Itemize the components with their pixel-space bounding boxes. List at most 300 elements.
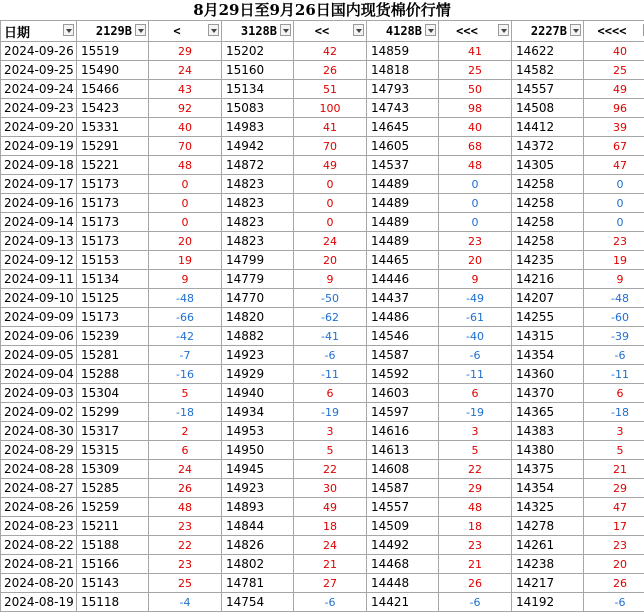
date-cell[interactable]: 2024-09-18	[1, 156, 77, 175]
date-cell[interactable]: 2024-09-02	[1, 403, 77, 422]
change-cell[interactable]: 92	[149, 99, 222, 118]
price-cell[interactable]: 14818	[367, 61, 439, 80]
price-cell[interactable]: 15299	[77, 403, 149, 422]
price-cell[interactable]: 14372	[512, 137, 584, 156]
change-cell[interactable]: -39	[584, 327, 644, 346]
change-cell[interactable]: 0	[149, 213, 222, 232]
table-row	[1, 118, 644, 137]
change-cell[interactable]: 47	[584, 498, 644, 517]
price-cell[interactable]: 14950	[222, 441, 294, 460]
change-cell[interactable]: 42	[294, 42, 367, 61]
date-cell[interactable]: 2024-08-19	[1, 593, 77, 612]
price-cell[interactable]: 14255	[512, 308, 584, 327]
change-cell[interactable]: 48	[439, 498, 512, 517]
price-cell[interactable]: 14823	[222, 232, 294, 251]
price-cell[interactable]: 14383	[512, 422, 584, 441]
date-cell[interactable]: 2024-09-05	[1, 346, 77, 365]
price-cell[interactable]: 14779	[222, 270, 294, 289]
change-cell[interactable]: 23	[149, 517, 222, 536]
column-header-grade-2129b	[77, 21, 149, 42]
change-cell[interactable]: -41	[294, 327, 367, 346]
price-cell[interactable]: 14468	[367, 555, 439, 574]
price-cell[interactable]: 14258	[512, 194, 584, 213]
price-cell[interactable]: 14509	[367, 517, 439, 536]
column-header-grade-4128b	[367, 21, 439, 42]
column-header-label: <<<	[456, 24, 478, 38]
column-header-label: 4128B	[385, 24, 422, 38]
price-cell[interactable]: 15285	[77, 479, 149, 498]
price-cell[interactable]: 14546	[367, 327, 439, 346]
change-cell[interactable]: 24	[149, 61, 222, 80]
change-cell[interactable]: 5	[149, 384, 222, 403]
date-cell[interactable]: 2024-09-25	[1, 61, 77, 80]
price-cell[interactable]: 14622	[512, 42, 584, 61]
change-cell[interactable]: 0	[584, 194, 644, 213]
change-cell[interactable]: 48	[439, 156, 512, 175]
change-cell[interactable]: 9	[294, 270, 367, 289]
change-cell[interactable]: 47	[584, 156, 644, 175]
price-cell[interactable]: 14365	[512, 403, 584, 422]
price-cell[interactable]: 15134	[222, 80, 294, 99]
column-header-label: <	[173, 24, 181, 38]
table-row	[1, 80, 644, 99]
change-cell[interactable]: -48	[584, 289, 644, 308]
price-cell[interactable]: 15134	[77, 270, 149, 289]
price-cell[interactable]: 14587	[367, 479, 439, 498]
price-cell[interactable]: 14258	[512, 213, 584, 232]
change-cell[interactable]: 21	[294, 555, 367, 574]
change-cell[interactable]: 40	[439, 118, 512, 137]
price-cell[interactable]: 14380	[512, 441, 584, 460]
table-row	[1, 555, 644, 574]
date-cell[interactable]: 2024-08-21	[1, 555, 77, 574]
price-cell[interactable]: 15083	[222, 99, 294, 118]
date-cell[interactable]: 2024-09-13	[1, 232, 77, 251]
table-row	[1, 441, 644, 460]
change-cell[interactable]: -11	[439, 365, 512, 384]
change-cell[interactable]: 3	[294, 422, 367, 441]
change-cell[interactable]: -4	[149, 593, 222, 612]
change-cell[interactable]: 49	[294, 156, 367, 175]
price-cell[interactable]: 15153	[77, 251, 149, 270]
price-cell[interactable]: 14465	[367, 251, 439, 270]
price-cell[interactable]: 14489	[367, 175, 439, 194]
change-cell[interactable]: 39	[584, 118, 644, 137]
price-cell[interactable]: 14412	[512, 118, 584, 137]
price-cell[interactable]: 15239	[77, 327, 149, 346]
change-cell[interactable]: -6	[294, 346, 367, 365]
price-cell[interactable]: 14592	[367, 365, 439, 384]
price-cell[interactable]: 15160	[222, 61, 294, 80]
price-cell[interactable]: 14616	[367, 422, 439, 441]
table-row	[1, 384, 644, 403]
date-cell[interactable]: 2024-08-27	[1, 479, 77, 498]
change-cell[interactable]: -18	[584, 403, 644, 422]
price-cell[interactable]: 14770	[222, 289, 294, 308]
price-cell[interactable]: 14278	[512, 517, 584, 536]
date-cell[interactable]: 2024-09-12	[1, 251, 77, 270]
price-cell[interactable]: 14823	[222, 213, 294, 232]
price-cell[interactable]: 15519	[77, 42, 149, 61]
change-cell[interactable]: 0	[439, 213, 512, 232]
price-cell[interactable]: 14446	[367, 270, 439, 289]
change-cell[interactable]: 0	[439, 175, 512, 194]
change-cell[interactable]: -66	[149, 308, 222, 327]
price-cell[interactable]: 14882	[222, 327, 294, 346]
price-cell[interactable]: 14360	[512, 365, 584, 384]
price-cell[interactable]: 15173	[77, 308, 149, 327]
change-cell[interactable]: 40	[584, 42, 644, 61]
price-cell[interactable]: 14557	[367, 498, 439, 517]
change-cell[interactable]: 25	[584, 61, 644, 80]
price-cell[interactable]: 14953	[222, 422, 294, 441]
date-cell[interactable]: 2024-08-28	[1, 460, 77, 479]
change-cell[interactable]: -42	[149, 327, 222, 346]
change-cell[interactable]: 23	[149, 555, 222, 574]
date-cell[interactable]: 2024-09-11	[1, 270, 77, 289]
price-cell[interactable]: 14192	[512, 593, 584, 612]
change-cell[interactable]: 5	[584, 441, 644, 460]
change-cell[interactable]: 26	[439, 574, 512, 593]
change-cell[interactable]: 29	[584, 479, 644, 498]
price-cell[interactable]: 15173	[77, 232, 149, 251]
change-cell[interactable]: 21	[439, 555, 512, 574]
date-cell[interactable]: 2024-08-22	[1, 536, 77, 555]
price-cell[interactable]: 14587	[367, 346, 439, 365]
change-cell[interactable]: -11	[294, 365, 367, 384]
date-cell[interactable]: 2024-09-16	[1, 194, 77, 213]
change-cell[interactable]: 20	[439, 251, 512, 270]
date-cell[interactable]: 2024-09-24	[1, 80, 77, 99]
price-cell[interactable]: 15331	[77, 118, 149, 137]
filter-dropdown-icon[interactable]	[425, 24, 436, 36]
change-cell[interactable]: 27	[294, 574, 367, 593]
price-cell[interactable]: 14793	[367, 80, 439, 99]
price-cell[interactable]: 15288	[77, 365, 149, 384]
column-header-date	[1, 21, 77, 42]
change-cell[interactable]: 23	[439, 536, 512, 555]
change-cell[interactable]: -18	[149, 403, 222, 422]
change-cell[interactable]: -6	[584, 346, 644, 365]
table-row	[1, 194, 644, 213]
change-cell[interactable]: -6	[439, 346, 512, 365]
date-cell[interactable]: 2024-09-06	[1, 327, 77, 346]
change-cell[interactable]: 49	[294, 498, 367, 517]
change-cell[interactable]: 0	[149, 175, 222, 194]
table-row	[1, 460, 644, 479]
price-cell[interactable]: 14261	[512, 536, 584, 555]
price-cell[interactable]: 14375	[512, 460, 584, 479]
date-cell[interactable]: 2024-09-03	[1, 384, 77, 403]
price-cell[interactable]: 15259	[77, 498, 149, 517]
change-cell[interactable]: 51	[294, 80, 367, 99]
change-cell[interactable]: 40	[149, 118, 222, 137]
change-cell[interactable]: -60	[584, 308, 644, 327]
filter-dropdown-icon[interactable]	[63, 24, 74, 36]
date-cell[interactable]: 2024-09-10	[1, 289, 77, 308]
change-cell[interactable]: 18	[294, 517, 367, 536]
table-row	[1, 327, 644, 346]
price-cell[interactable]: 14823	[222, 194, 294, 213]
change-cell[interactable]: 22	[439, 460, 512, 479]
change-cell[interactable]: 24	[149, 460, 222, 479]
date-cell[interactable]: 2024-09-04	[1, 365, 77, 384]
price-cell[interactable]: 14258	[512, 175, 584, 194]
price-cell[interactable]: 14217	[512, 574, 584, 593]
price-cell[interactable]: 14754	[222, 593, 294, 612]
change-cell[interactable]: 0	[149, 194, 222, 213]
price-cell[interactable]: 14421	[367, 593, 439, 612]
date-cell[interactable]: 2024-08-23	[1, 517, 77, 536]
price-cell[interactable]: 14235	[512, 251, 584, 270]
price-cell[interactable]: 14645	[367, 118, 439, 137]
change-cell[interactable]: 24	[294, 232, 367, 251]
change-cell[interactable]: 21	[584, 460, 644, 479]
change-cell[interactable]: 6	[149, 441, 222, 460]
change-cell[interactable]: 6	[294, 384, 367, 403]
change-cell[interactable]: 3	[584, 422, 644, 441]
price-cell[interactable]: 15423	[77, 99, 149, 118]
change-cell[interactable]: 96	[584, 99, 644, 118]
price-cell[interactable]: 15143	[77, 574, 149, 593]
price-cell[interactable]: 14238	[512, 555, 584, 574]
price-cell[interactable]: 14923	[222, 479, 294, 498]
price-cell[interactable]: 15173	[77, 213, 149, 232]
price-cell[interactable]: 14216	[512, 270, 584, 289]
change-cell[interactable]: -11	[584, 365, 644, 384]
price-cell[interactable]: 15211	[77, 517, 149, 536]
price-cell[interactable]: 14489	[367, 213, 439, 232]
change-cell[interactable]: -6	[439, 593, 512, 612]
change-cell[interactable]: 70	[149, 137, 222, 156]
price-cell[interactable]: 15309	[77, 460, 149, 479]
price-cell[interactable]: 14370	[512, 384, 584, 403]
change-cell[interactable]: 22	[149, 536, 222, 555]
price-cell[interactable]: 15202	[222, 42, 294, 61]
price-cell[interactable]: 14781	[222, 574, 294, 593]
change-cell[interactable]: 20	[149, 232, 222, 251]
price-cell[interactable]: 15118	[77, 593, 149, 612]
price-cell[interactable]: 14325	[512, 498, 584, 517]
price-cell[interactable]: 15315	[77, 441, 149, 460]
date-cell[interactable]: 2024-09-17	[1, 175, 77, 194]
price-cell[interactable]: 14305	[512, 156, 584, 175]
change-cell[interactable]: 23	[439, 232, 512, 251]
change-cell[interactable]: 0	[294, 213, 367, 232]
price-cell[interactable]: 15166	[77, 555, 149, 574]
date-cell[interactable]: 2024-09-19	[1, 137, 77, 156]
price-cell[interactable]: 14437	[367, 289, 439, 308]
table-row	[1, 61, 644, 80]
price-cell[interactable]: 15188	[77, 536, 149, 555]
price-cell[interactable]: 14983	[222, 118, 294, 137]
price-cell[interactable]: 14826	[222, 536, 294, 555]
change-cell[interactable]: 9	[439, 270, 512, 289]
price-table	[0, 20, 644, 612]
filter-dropdown-icon[interactable]	[135, 24, 146, 36]
change-cell[interactable]: 25	[149, 574, 222, 593]
date-cell[interactable]: 2024-08-26	[1, 498, 77, 517]
change-cell[interactable]: 0	[584, 175, 644, 194]
filter-dropdown-icon[interactable]	[570, 24, 581, 36]
date-cell[interactable]: 2024-09-23	[1, 99, 77, 118]
change-cell[interactable]: 20	[584, 555, 644, 574]
date-cell[interactable]: 2024-09-26	[1, 42, 77, 61]
price-cell[interactable]: 14448	[367, 574, 439, 593]
price-cell[interactable]: 14823	[222, 175, 294, 194]
change-cell[interactable]: 30	[294, 479, 367, 498]
change-cell[interactable]: 6	[584, 384, 644, 403]
change-cell[interactable]: 23	[584, 536, 644, 555]
price-cell[interactable]: 14603	[367, 384, 439, 403]
price-cell[interactable]: 14597	[367, 403, 439, 422]
price-cell[interactable]: 14605	[367, 137, 439, 156]
table-row	[1, 498, 644, 517]
price-cell[interactable]: 15304	[77, 384, 149, 403]
change-cell[interactable]: 3	[439, 422, 512, 441]
price-cell[interactable]: 14872	[222, 156, 294, 175]
change-cell[interactable]: -19	[439, 403, 512, 422]
change-cell[interactable]: 0	[584, 213, 644, 232]
change-cell[interactable]: -16	[149, 365, 222, 384]
price-cell[interactable]: 14799	[222, 251, 294, 270]
table-row	[1, 574, 644, 593]
price-cell[interactable]: 14258	[512, 232, 584, 251]
price-cell[interactable]: 14923	[222, 346, 294, 365]
table-row	[1, 213, 644, 232]
price-cell[interactable]: 15221	[77, 156, 149, 175]
change-cell[interactable]: 26	[584, 574, 644, 593]
change-cell[interactable]: 0	[294, 175, 367, 194]
change-cell[interactable]: 50	[439, 80, 512, 99]
change-cell[interactable]: 19	[149, 251, 222, 270]
change-cell[interactable]: 29	[149, 42, 222, 61]
change-cell[interactable]: 48	[149, 498, 222, 517]
price-cell[interactable]: 15173	[77, 175, 149, 194]
price-cell[interactable]: 14802	[222, 555, 294, 574]
price-cell[interactable]: 14508	[512, 99, 584, 118]
price-cell[interactable]: 15125	[77, 289, 149, 308]
change-cell[interactable]: 24	[294, 536, 367, 555]
price-cell[interactable]: 14557	[512, 80, 584, 99]
price-cell[interactable]: 14893	[222, 498, 294, 517]
price-cell[interactable]: 14492	[367, 536, 439, 555]
change-cell[interactable]: 19	[584, 251, 644, 270]
change-cell[interactable]: 70	[294, 137, 367, 156]
price-cell[interactable]: 14207	[512, 289, 584, 308]
change-cell[interactable]: 0	[439, 194, 512, 213]
filter-dropdown-icon[interactable]	[353, 24, 364, 36]
change-cell[interactable]: 41	[294, 118, 367, 137]
table-row	[1, 42, 644, 61]
price-cell[interactable]: 14945	[222, 460, 294, 479]
price-cell[interactable]: 14940	[222, 384, 294, 403]
price-cell[interactable]: 15281	[77, 346, 149, 365]
change-cell[interactable]: -7	[149, 346, 222, 365]
price-cell[interactable]: 14934	[222, 403, 294, 422]
change-cell[interactable]: 17	[584, 517, 644, 536]
price-cell[interactable]: 14489	[367, 232, 439, 251]
change-cell[interactable]: 43	[149, 80, 222, 99]
change-cell[interactable]: 41	[439, 42, 512, 61]
change-cell[interactable]: -61	[439, 308, 512, 327]
table-row	[1, 99, 644, 118]
change-cell[interactable]: 67	[584, 137, 644, 156]
date-cell[interactable]: 2024-09-14	[1, 213, 77, 232]
change-cell[interactable]: 98	[439, 99, 512, 118]
change-cell[interactable]: 0	[294, 194, 367, 213]
date-cell[interactable]: 2024-09-09	[1, 308, 77, 327]
price-cell[interactable]: 14354	[512, 479, 584, 498]
change-cell[interactable]: 22	[294, 460, 367, 479]
change-cell[interactable]: 26	[149, 479, 222, 498]
price-cell[interactable]: 15173	[77, 194, 149, 213]
change-cell[interactable]: -49	[439, 289, 512, 308]
change-cell[interactable]: 48	[149, 156, 222, 175]
date-cell[interactable]: 2024-08-30	[1, 422, 77, 441]
change-cell[interactable]: -48	[149, 289, 222, 308]
price-cell[interactable]: 14582	[512, 61, 584, 80]
change-cell[interactable]: -6	[294, 593, 367, 612]
price-cell[interactable]: 14929	[222, 365, 294, 384]
change-cell[interactable]: 9	[149, 270, 222, 289]
price-cell[interactable]: 14844	[222, 517, 294, 536]
filter-dropdown-icon[interactable]	[208, 24, 219, 36]
price-cell[interactable]: 14942	[222, 137, 294, 156]
change-cell[interactable]: 20	[294, 251, 367, 270]
change-cell[interactable]: -40	[439, 327, 512, 346]
change-cell[interactable]: 5	[439, 441, 512, 460]
change-cell[interactable]: 6	[439, 384, 512, 403]
change-cell[interactable]: 2	[149, 422, 222, 441]
change-cell[interactable]: 9	[584, 270, 644, 289]
change-cell[interactable]: -19	[294, 403, 367, 422]
price-cell[interactable]: 15490	[77, 61, 149, 80]
change-cell[interactable]: 68	[439, 137, 512, 156]
price-cell[interactable]: 15291	[77, 137, 149, 156]
date-cell[interactable]: 2024-08-20	[1, 574, 77, 593]
filter-dropdown-icon[interactable]	[498, 24, 509, 36]
price-cell[interactable]: 14315	[512, 327, 584, 346]
price-cell[interactable]: 14489	[367, 194, 439, 213]
change-cell[interactable]: -62	[294, 308, 367, 327]
price-cell[interactable]: 14743	[367, 99, 439, 118]
change-cell[interactable]: 29	[439, 479, 512, 498]
change-cell[interactable]: -6	[584, 593, 644, 612]
date-cell[interactable]: 2024-09-20	[1, 118, 77, 137]
price-cell[interactable]: 14820	[222, 308, 294, 327]
change-cell[interactable]: 26	[294, 61, 367, 80]
price-cell[interactable]: 14859	[367, 42, 439, 61]
change-cell[interactable]: -50	[294, 289, 367, 308]
change-cell[interactable]: 25	[439, 61, 512, 80]
price-cell[interactable]: 14537	[367, 156, 439, 175]
price-cell[interactable]: 15466	[77, 80, 149, 99]
price-cell[interactable]: 14486	[367, 308, 439, 327]
price-cell[interactable]: 15317	[77, 422, 149, 441]
date-cell[interactable]: 2024-08-29	[1, 441, 77, 460]
change-cell[interactable]: 5	[294, 441, 367, 460]
change-cell[interactable]: 49	[584, 80, 644, 99]
change-cell[interactable]: 100	[294, 99, 367, 118]
price-cell[interactable]: 14613	[367, 441, 439, 460]
change-cell[interactable]: 18	[439, 517, 512, 536]
price-cell[interactable]: 14608	[367, 460, 439, 479]
filter-dropdown-icon[interactable]	[280, 24, 291, 36]
price-cell[interactable]: 14354	[512, 346, 584, 365]
column-header-label: 日期	[4, 25, 31, 41]
change-cell[interactable]: 23	[584, 232, 644, 251]
